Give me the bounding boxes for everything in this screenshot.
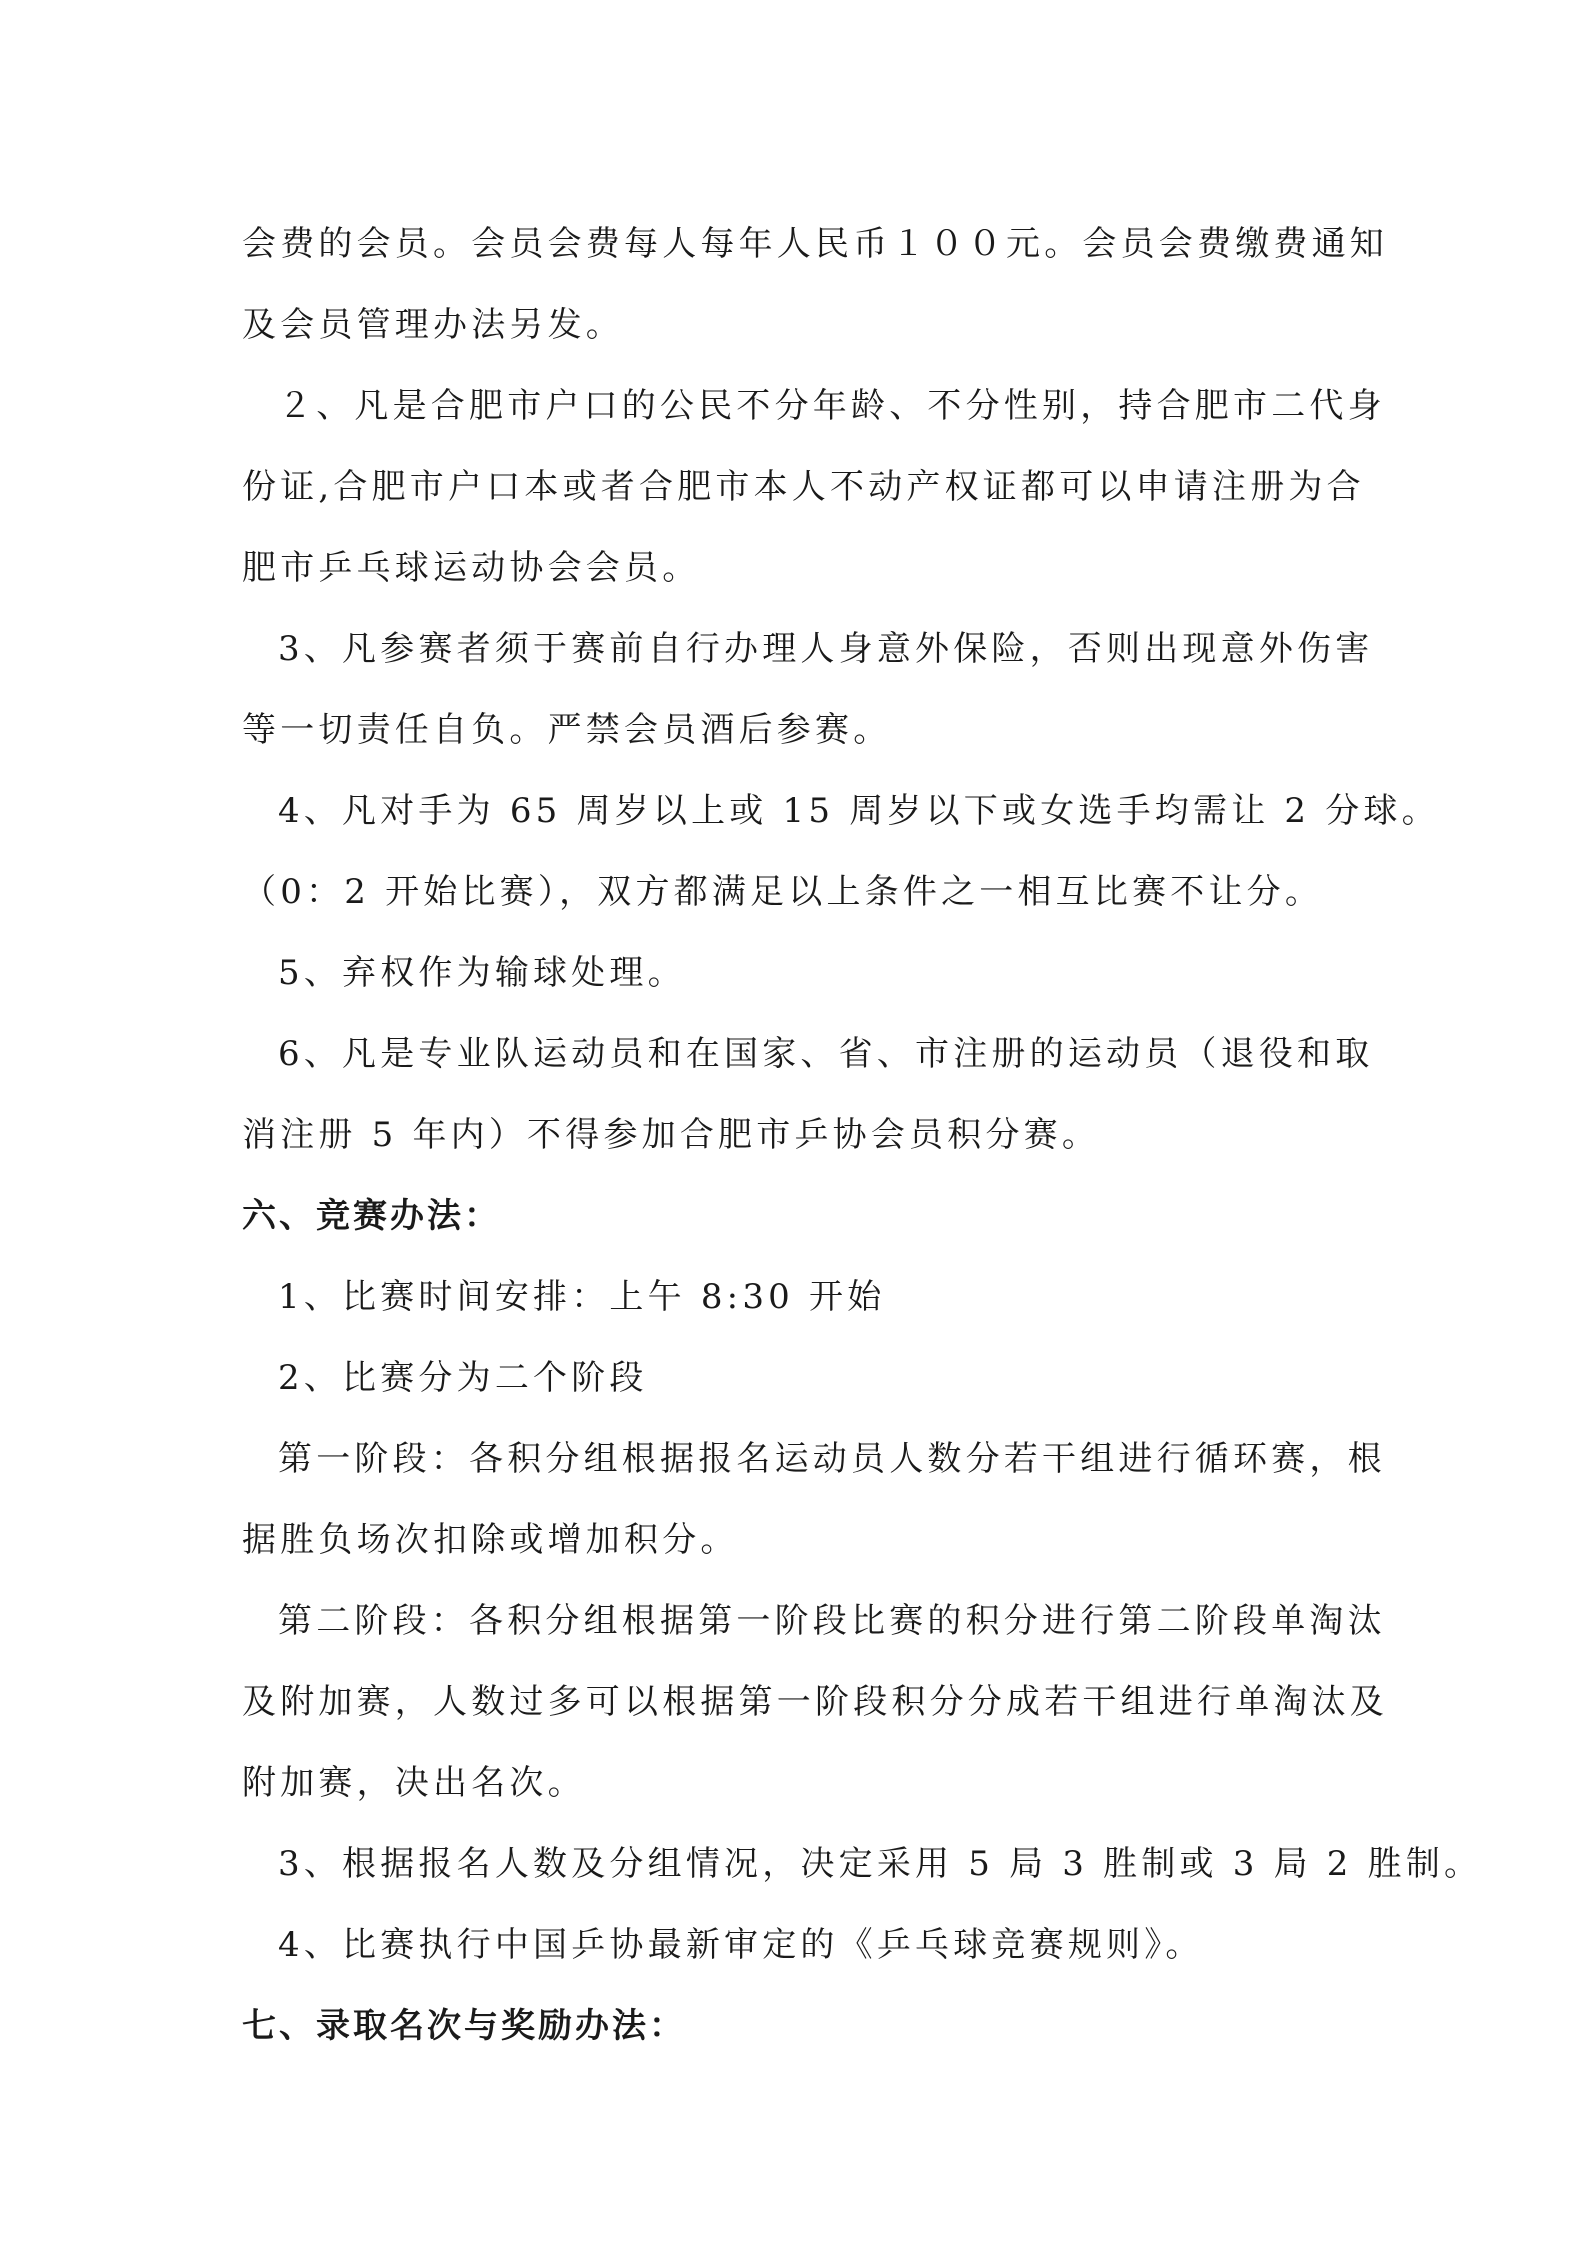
section-heading: 六、竞赛办法： xyxy=(242,1196,501,1236)
paragraph-line: 4、比赛执行中国乒协最新审定的《乒乓球竞赛规则》。 xyxy=(278,1925,1204,1965)
paragraph-line: 份证,合肥市户口本或者合肥市本人不动产权证都可以申请注册为合 xyxy=(242,467,1365,507)
paragraph-line: 会费的会员。会员会费每人每年人民币１００元。会员会费缴费通知 xyxy=(242,224,1388,264)
paragraph-line: 消注册 5 年内）不得参加合肥市乒协会员积分赛。 xyxy=(242,1115,1101,1155)
paragraph-line: 1、比赛时间安排：上午 8:30 开始 xyxy=(278,1277,886,1317)
paragraph-line: 附加赛，决出名次。 xyxy=(242,1763,586,1803)
paragraph-line: 3、根据报名人数及分组情况，决定采用 5 局 3 胜制或 3 局 2 胜制。 xyxy=(278,1844,1483,1884)
paragraph-line: 3、凡参赛者须于赛前自行办理人身意外保险，否则出现意外伤害 xyxy=(278,629,1374,669)
paragraph-line: （0：2 开始比赛），双方都满足以上条件之一相互比赛不让分。 xyxy=(242,872,1324,912)
paragraph-line: 6、凡是专业队运动员和在国家、省、市注册的运动员（退役和取 xyxy=(278,1034,1374,1074)
paragraph-line: 第二阶段：各积分组根据第一阶段比赛的积分进行第二阶段单淘汰 xyxy=(278,1601,1386,1641)
paragraph-line: 据胜负场次扣除或增加积分。 xyxy=(242,1520,739,1560)
section-heading: 七、录取名次与奖励办法： xyxy=(242,2006,686,2046)
paragraph-line: 2、比赛分为二个阶段 xyxy=(278,1358,648,1398)
paragraph-line: 及附加赛，人数过多可以根据第一阶段积分分成若干组进行单淘汰及 xyxy=(242,1682,1388,1722)
paragraph-line: 等一切责任自负。严禁会员酒后参赛。 xyxy=(242,710,892,750)
paragraph-line: 肥市乒乓球运动协会会员。 xyxy=(242,548,701,588)
paragraph-line: 及会员管理办法另发。 xyxy=(242,305,624,345)
paragraph-line: ２、凡是合肥市户口的公民不分年龄、不分性别，持合肥市二代身 xyxy=(278,386,1386,426)
paragraph-line: 第一阶段：各积分组根据报名运动员人数分若干组进行循环赛，根 xyxy=(278,1439,1386,1479)
paragraph-line: 5、弃权作为输球处理。 xyxy=(278,953,686,993)
paragraph-line: 4、凡对手为 65 周岁以上或 15 周岁以下或女选手均需让 2 分球。 xyxy=(278,791,1440,831)
